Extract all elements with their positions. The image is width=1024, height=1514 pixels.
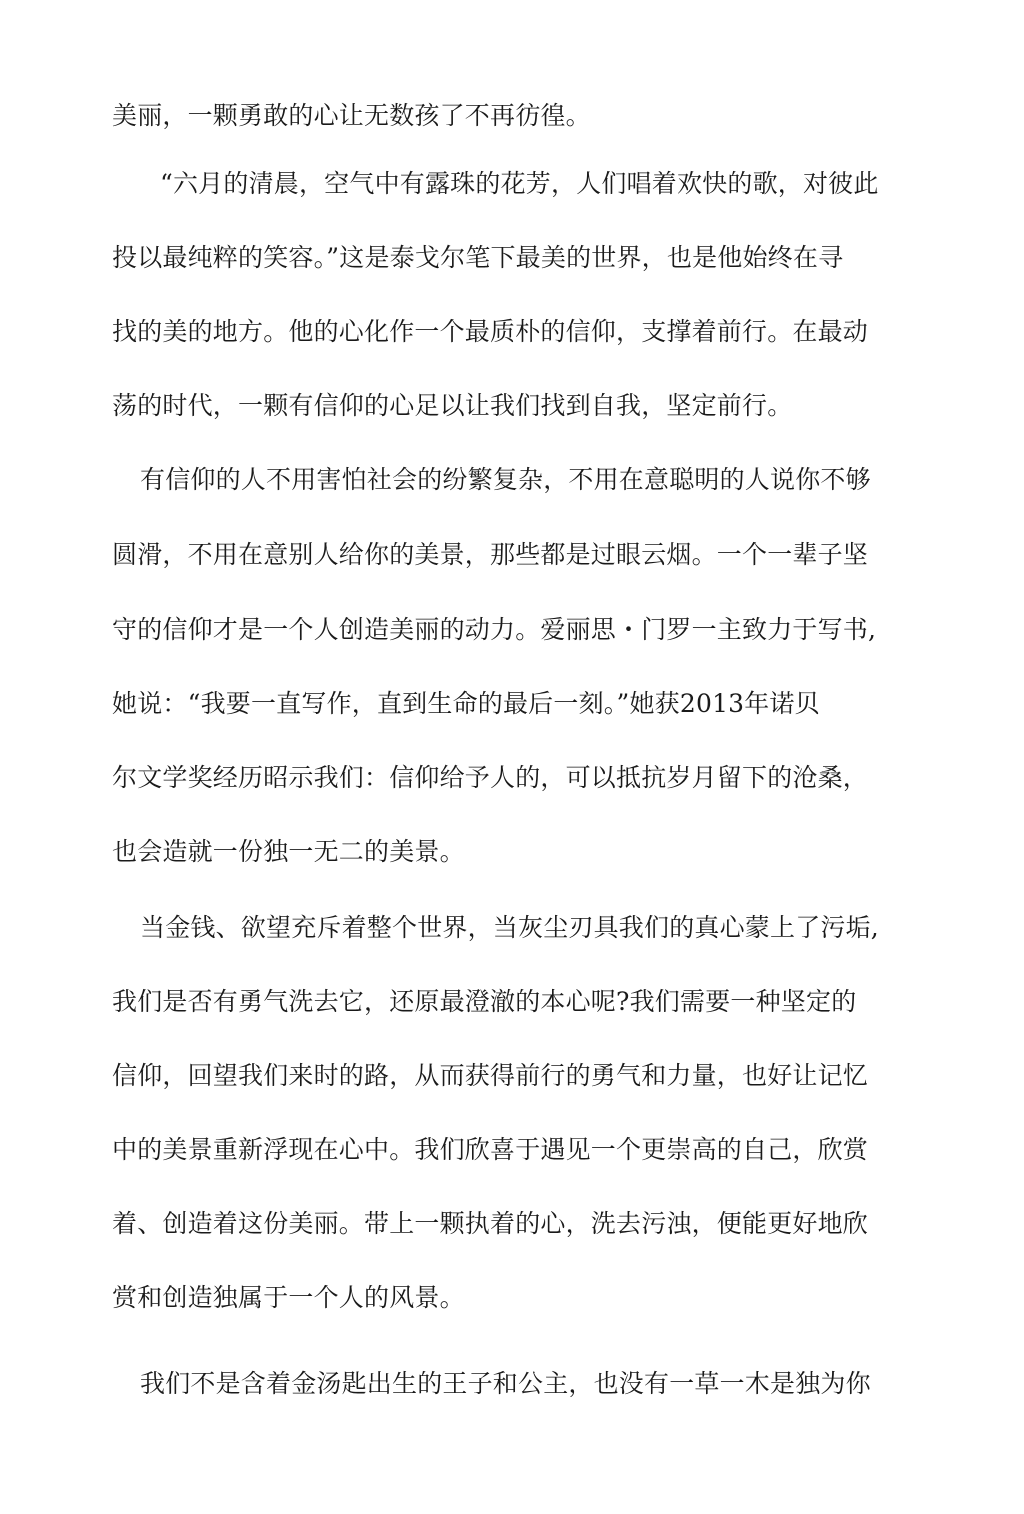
text-line-1: 美丽，一颗勇敢的心让无数孩了不再彷徨。 — [112, 101, 591, 130]
text-line-2: “六月的清晨，空气中有露珠的花芳，人们唱着欢快的歌，对彼此 — [160, 169, 879, 198]
text-line-12: 当金钱、欲望充斥着整个世界，当灰尘刃具我们的真心蒙上了污垢, — [140, 913, 879, 942]
text-line-6: 有信仰的人不用害怕社会的纷繁复杂，不用在意聪明的人说你不够 — [140, 465, 871, 494]
text-line-4: 找的美的地方。他的心化作一个最质朴的信仰，支撑着前行。在最动 — [112, 317, 869, 346]
text-line-14: 信仰，回望我们来时的路，从而获得前行的勇气和力量，也好让记忆 — [112, 1061, 869, 1090]
text-line-11: 也会造就一份独一无二的美景。 — [112, 837, 465, 866]
text-line-13: 我们是否有勇气洗去它，还原最澄澈的本心呢?我们需要一种坚定的 — [112, 987, 857, 1016]
text-line-17: 赏和创造独属于一个人的风景。 — [112, 1283, 465, 1312]
text-line-18: 我们不是含着金汤匙出生的王子和公主，也没有一草一木是独为你 — [140, 1369, 871, 1398]
text-line-7: 圆滑，不用在意别人给你的美景，那些都是过眼云烟。一个一辈子坚 — [112, 540, 869, 569]
text-line-5: 荡的时代，一颗有信仰的心足以让我们找到自我，坚定前行。 — [112, 391, 793, 420]
text-line-16: 着、创造着这份美丽。带上一颗执着的心，洗去污浊，便能更好地欣 — [112, 1209, 869, 1238]
text-line-15: 中的美景重新浮现在心中。我们欣喜于遇见一个更崇高的自己，欣赏 — [112, 1135, 869, 1164]
text-line-8: 守的信仰才是一个人创造美丽的动力。爱丽思・门罗一主致力于写书, — [112, 615, 877, 644]
text-line-10: 尔文学奖经历昭示我们：信仰给予人的，可以抵抗岁月留下的沧桑， — [112, 763, 869, 792]
text-line-3: 投以最纯粹的笑容。”这是泰戈尔笔下最美的世界，也是他始终在寻 — [112, 243, 844, 272]
text-line-9: 她说：“我要一直写作，直到生命的最后一刻。”她获2013年诺贝 — [112, 689, 820, 718]
